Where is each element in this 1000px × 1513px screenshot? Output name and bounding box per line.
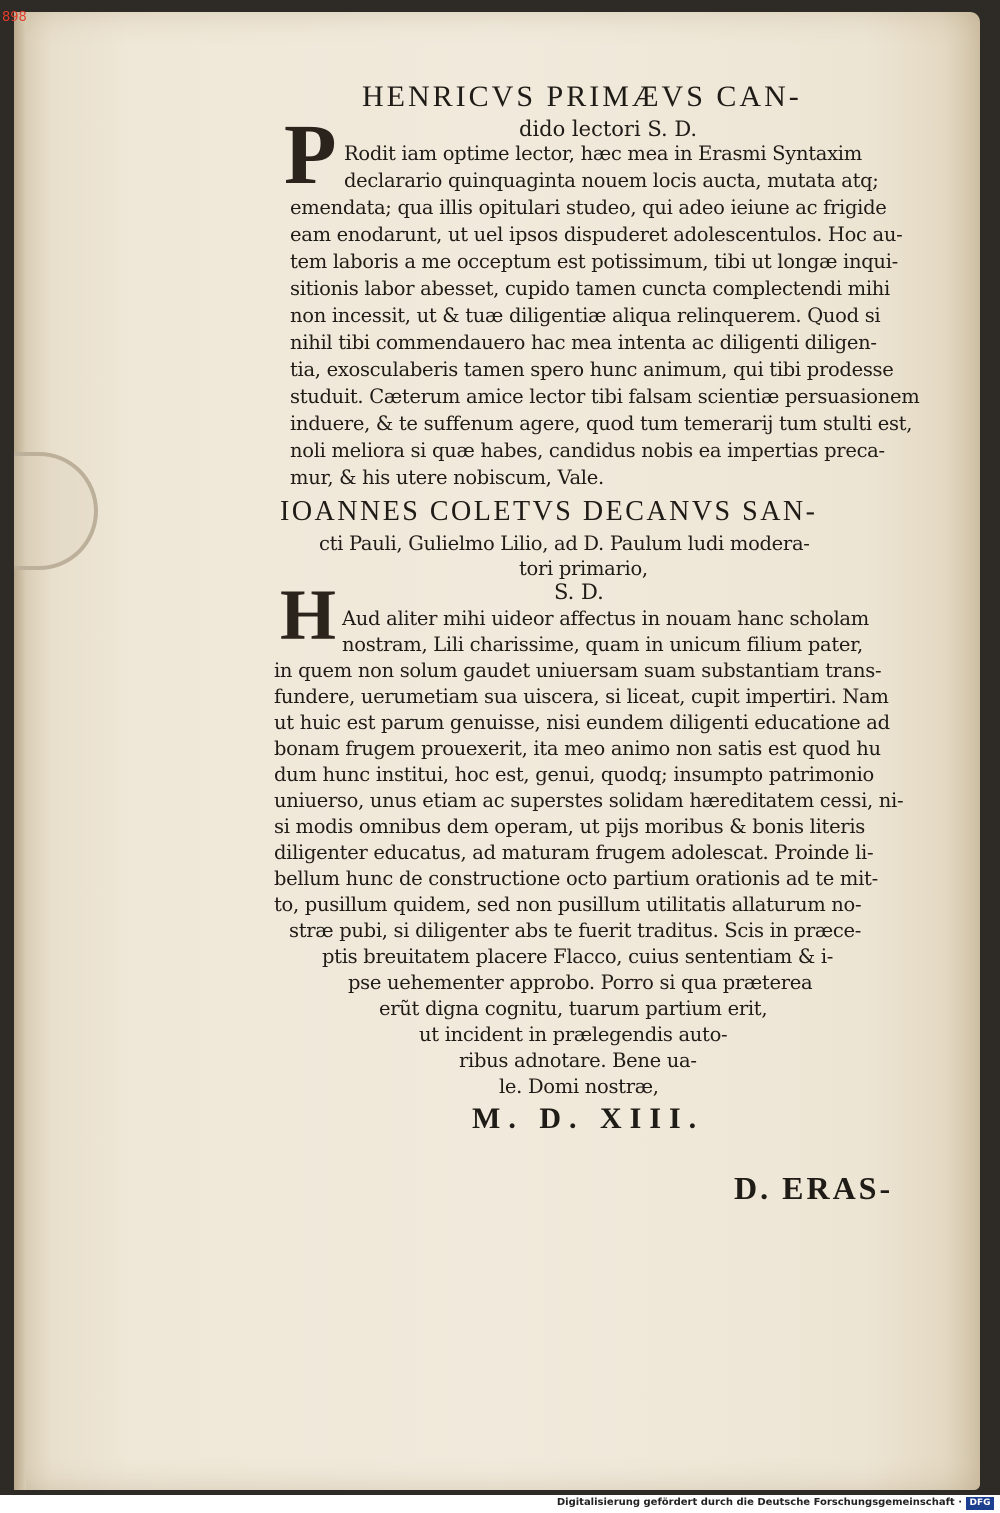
letter2-line: nostram, Lili charissime, quam in unicum filium pater, [342, 633, 863, 656]
letter2-line: bonam frugem prouexerit, ita meo animo non satis est quod hu [274, 737, 881, 760]
book-page [14, 12, 980, 1490]
letter2-line: erũt digna cognitu, tuarum partium erit, [379, 997, 768, 1020]
letter1-initial: P [284, 106, 337, 202]
letter2-line: bellum hunc de constructione octo partium orationis ad te mit- [274, 867, 878, 890]
letter1-line: eam enodarunt, ut uel ipsos dispuderet adolescentulos. Hoc au- [290, 223, 903, 246]
clasp-loop [14, 452, 98, 570]
letter2-line: ribus adnotare. Bene ua- [459, 1049, 697, 1072]
letter1-heading: HENRICVS PRIMÆVS CAN- [362, 80, 802, 113]
letter2-heading-line: tori primario, [519, 557, 648, 580]
letter2-line: ptis breuitatem placere Flacco, cuius sententiam & i- [322, 945, 834, 968]
letter2-line: le. Domi nostræ, [499, 1075, 659, 1098]
dfg-logo-icon: DFG [966, 1497, 994, 1510]
letter1-line: sitionis labor abesset, cupido tamen cuncta complectendi mihi [290, 277, 890, 300]
letter2-line: to, pusillum quidem, sed non pusillum utilitatis allaturum no- [274, 893, 862, 916]
scan-page-marker: 898 [2, 10, 27, 25]
letter1-heading-cont: dido lectori S. D. [519, 117, 698, 141]
letter2-line: uniuerso, unus etiam ac superstes solidam hæreditatem cessi, ni- [274, 789, 904, 812]
page-gutter [14, 12, 26, 1490]
footer-bar [0, 1495, 1000, 1513]
letter1-line: emendata; qua illis opitulari studeo, qui adeo ieiune ac frigide [290, 196, 887, 219]
letter2-initial: H [280, 575, 337, 655]
letter1-line: induere, & te suffenum agere, quod tum temerarij tum stulti est, [290, 412, 913, 435]
letter2-line: diligenter educatus, ad maturam frugem adolescat. Proinde li- [274, 841, 874, 864]
letter1-line: nihil tibi commendauero hac mea intenta ac diligenti diligen- [290, 331, 877, 354]
letter2-line: ut incident in prælegendis auto- [419, 1023, 728, 1046]
letter1-line: non incessit, ut & tuæ diligentiæ aliqua relinquerem. Quod si [290, 304, 881, 327]
letter2-line: pse uehementer approbo. Porro si qua præterea [348, 971, 813, 994]
letter2-line: Aud aliter mihi uideor affectus in nouam hanc scholam [342, 607, 869, 630]
footer-credit: Digitalisierung gefördert durch die Deutsche Forschungsgemeinschaft · [556, 1497, 962, 1508]
letter2-date: M. D. XIII. [472, 1102, 705, 1135]
letter1-line: studuit. Cæterum amice lector tibi falsam scientiæ persuasionem [290, 385, 920, 408]
letter1-line: mur, & his utere nobiscum, Vale. [290, 466, 604, 489]
letter2-line: stræ pubi, si diligenter abs te fuerit traditus. Scis in præce- [289, 919, 862, 942]
letter2-salutation: S. D. [554, 580, 604, 604]
letter1-line: tia, exosculaberis tamen spero hunc animum, qui tibi prodesse [290, 358, 894, 381]
letter1-line: Rodit iam optime lector, hæc mea in Erasmi Syntaxim [344, 142, 862, 165]
letter2-line: fundere, uerumetiam sua uiscera, si liceat, cupit impertiri. Nam [274, 685, 889, 708]
letter2-heading-line: cti Pauli, Gulielmo Lilio, ad D. Paulum ludi modera- [319, 532, 810, 555]
catchword: D. ERAS- [734, 1170, 894, 1206]
letter2-line: ut huic est parum genuisse, nisi eundem diligenti educatione ad [274, 711, 890, 734]
letter1-line: noli meliora si quæ habes, candidus nobis ea impertias preca- [290, 439, 885, 462]
letter2-heading: IOANNES COLETVS DECANVS SAN- [280, 496, 818, 527]
letter1-line: tem laboris a me occeptum est potissimum, tibi ut longæ inqui- [290, 250, 898, 273]
letter2-line: dum hunc institui, hoc est, genui, quodq; insumpto patrimonio [274, 763, 874, 786]
letter1-line: declarario quinquaginta nouem locis aucta, mutata atq; [344, 169, 879, 192]
letter2-line: in quem non solum gaudet uniuersam suam substantiam trans- [274, 659, 882, 682]
letter2-line: si modis omnibus dem operam, ut pijs moribus & bonis literis [274, 815, 865, 838]
